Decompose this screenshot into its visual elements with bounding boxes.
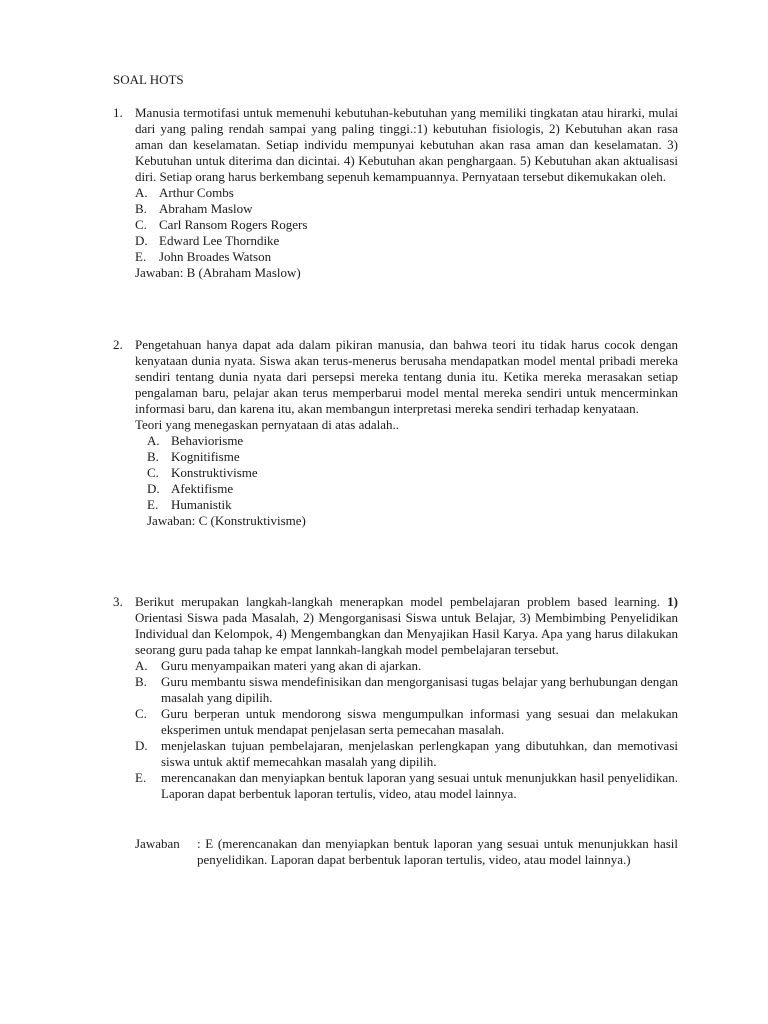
option-d: D. menjelaskan tujuan pembelajaran, menjelaskan perlengkapan yang dibutuhkan, dan memotivasi siswa untuk aktif memecahkan masalah yang dipilih. [135, 738, 678, 769]
answer-line: Jawaban: B (Abraham Maslow) [135, 265, 301, 280]
option-b: B. Abraham Maslow [135, 201, 253, 216]
question-text: Pengetahuan hanya dapat ada dalam pikiran manusia, dan bahwa teori itu tidak harus cocok dengan kenyataan dunia nyata. Siswa akan terus-menerus berusaha mendapatkan model mental pribadi mereka sendiri tentang dunia nyata dari persepsi mereka tentang dunia itu. Ketika mereka merasakan setiap pengalaman baru, pelajar akan terus memperbarui model mental mereka sendiri untuk mencerminkan informasi baru, dan karena itu, akan membangun interpretasi mereka sendiri terhadap kenyataan. [135, 337, 678, 416]
answer-text: : E (merencanakan dan menyiapkan bentuk laporan yang sesuai untuk menunjukkan hasil penyelidikan. Laporan dapat berbentuk laporan tertulis, video, atau model lainnya.) [197, 836, 678, 867]
question-number: 2. [113, 337, 123, 352]
bold-step-number: 1) [667, 594, 678, 609]
question-number: 3. [113, 594, 123, 609]
question-3 [113, 594, 678, 868]
question-text: Manusia termotifasi untuk memenuhi kebutuhan-kebutuhan yang memiliki tingkatan atau hirarki, mulai dari yang paling rendah sampai yang paling tinggi.:1) kebutuhan fisiologis, 2) Kebutuhan akan rasa aman dan keselamatan. Setiap individu mempunyai kebutuhan akan rasa aman dan keselamatan. 3) Kebutuhan untuk diterima dan dicintai. 4) Kebutuhan akan penghargaan. 5) Kebutuhan akan aktualisasi diri. Setiap orang harus berkembang sepenuh kemampuannya. Pernyataan tersebut dikemukakan oleh. [135, 105, 678, 184]
option-d: D. Afektifisme [147, 481, 234, 496]
option-a: A. Guru menyampaikan materi yang akan di ajarkan. [135, 658, 422, 673]
question-1 [113, 105, 678, 281]
option-a: A. Arthur Combs [135, 185, 234, 200]
answer-label: Jawaban [135, 836, 180, 851]
question-number: 1. [113, 105, 123, 120]
option-b: B. Kognitifisme [147, 449, 240, 464]
option-e: E. Humanistik [147, 497, 232, 512]
answer-line [135, 836, 678, 868]
option-c: C. Carl Ransom Rogers Rogers [135, 217, 308, 232]
option-e: E. John Broades Watson [135, 249, 272, 264]
option-list [135, 185, 678, 265]
option-b: B. Guru membantu siswa mendefinisikan dan mengorganisasi tugas belajar yang berhubungan dengan masalah yang dipilih. [135, 674, 678, 705]
question-2 [113, 337, 678, 529]
option-c: C. Guru berperan untuk mendorong siswa mengumpulkan informasi yang sesuai dan melakukan eksperimen untuk mendapat penjelasan serta pemecahan masalah. [135, 706, 678, 737]
question-prompt: Teori yang menegaskan pernyataan di atas adalah.. [135, 417, 400, 432]
option-list [147, 433, 678, 513]
option-e: E. merencanakan dan menyiapkan bentuk laporan yang sesuai untuk menunjukkan hasil penyelidikan. Laporan dapat berbentuk laporan tertulis, video, atau model lainnya. [135, 770, 678, 801]
question-text: Berikut merupakan langkah-langkah menerapkan model pembelajaran problem based learning. 1) Orientasi Siswa pada Masalah, 2) Mengorganisasi Siswa untuk Belajar, 3) Membimbing Penyelidikan Individual dan Kelompok, 4) Mengembangkan dan Menyajikan Hasil Karya. Apa yang harus dilakukan seorang guru pada tahap ke empat lannkah-langkah model pembelajaran tersebut. [135, 594, 678, 657]
option-list [135, 658, 678, 802]
option-d: D. Edward Lee Thorndike [135, 233, 280, 248]
option-a: A. Behaviorisme [147, 433, 244, 448]
document-title: SOAL HOTS [113, 72, 184, 87]
answer-line: Jawaban: C (Konstruktivisme) [147, 513, 306, 528]
option-c: C. Konstruktivisme [147, 465, 258, 480]
